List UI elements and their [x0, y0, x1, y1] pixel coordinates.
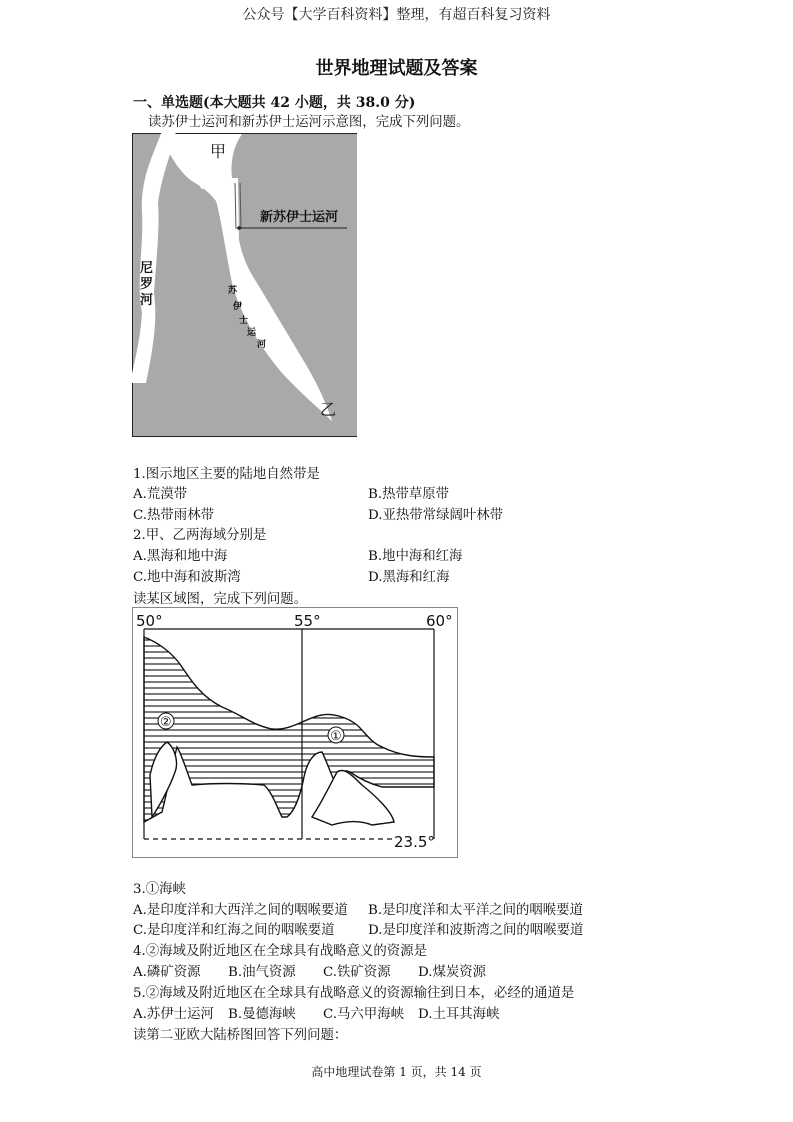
- q4-option-b[interactable]: B.油气资源: [228, 965, 296, 980]
- q5-option-d[interactable]: D.土耳其海峡: [418, 1007, 500, 1022]
- q1-option-b[interactable]: B.热带草原带: [368, 487, 450, 502]
- q4-option-a[interactable]: A.磷矿资源: [133, 965, 201, 980]
- q4-option-d[interactable]: D.煤炭资源: [418, 965, 487, 980]
- q5-option-a[interactable]: A.苏伊士运河: [133, 1007, 214, 1022]
- q1-option-a[interactable]: A.荒漠带: [133, 487, 188, 502]
- lat-label: 23.5°: [394, 833, 435, 851]
- lon-60-label: 60°: [426, 612, 453, 630]
- q4-stem: 4.②海域及附近地区在全球具有战略意义的资源是: [133, 944, 427, 959]
- lon-50-label: 50°: [136, 612, 163, 630]
- intro-text-1: 读苏伊士运河和新苏伊士运河示意图，完成下列问题。: [148, 115, 470, 130]
- q5-option-c[interactable]: C.马六甲海峡: [323, 1007, 404, 1022]
- label-suez-1: 苏: [228, 286, 238, 296]
- intro-text-2: 读某区域图，完成下列问题。: [133, 592, 308, 607]
- q2-option-d[interactable]: D.黑海和红海: [368, 570, 450, 585]
- q5-stem: 5.②海域及附近地区在全球具有战略意义的资源输往到日本，必经的通道是: [133, 986, 575, 1001]
- q3-stem: 3.①海峡: [133, 882, 186, 897]
- label-new-canal: 新苏伊士运河: [260, 210, 339, 225]
- q4-option-c[interactable]: C.铁矿资源: [323, 965, 391, 980]
- mark-1: ①: [330, 729, 342, 744]
- label-nile-3: 河: [140, 293, 154, 308]
- q2-option-c[interactable]: C.地中海和波斯湾: [133, 570, 241, 585]
- label-yi: 乙: [320, 400, 337, 419]
- q1-option-d[interactable]: D.亚热带常绿阔叶林带: [368, 508, 504, 523]
- q3-option-a[interactable]: A.是印度洋和大西洋之间的咽喉要道: [133, 903, 348, 918]
- intro-text-3: 读第二亚欧大陆桥图回答下列问题：: [133, 1028, 348, 1043]
- page-footer: 高中地理试卷第 1 页，共 14 页: [311, 1065, 482, 1079]
- label-suez-4: 运: [247, 328, 257, 338]
- label-jia: 甲: [210, 142, 227, 161]
- label-suez-5: 河: [257, 340, 267, 350]
- lon-55-label: 55°: [294, 612, 321, 630]
- q2-stem: 2.甲、乙两海域分别是: [133, 528, 267, 543]
- q3-option-d[interactable]: D.是印度洋和波斯湾之间的咽喉要道: [368, 923, 584, 938]
- q2-option-b[interactable]: B.地中海和红海: [368, 549, 463, 564]
- q5-option-b[interactable]: B.曼德海峡: [228, 1007, 296, 1022]
- label-nile-2: 罗: [140, 277, 154, 292]
- q1-stem: 1.图示地区主要的陆地自然带是: [133, 467, 320, 482]
- region-map: [132, 607, 458, 858]
- label-nile-1: 尼: [140, 261, 154, 276]
- section-heading: 一、单选题(本大题共 42 小题，共 38.0 分): [133, 95, 416, 111]
- suez-canal-map: [132, 133, 357, 437]
- q3-option-c[interactable]: C.是印度洋和红海之间的咽喉要道: [133, 923, 335, 938]
- q1-option-c[interactable]: C.热带雨林带: [133, 508, 214, 523]
- q2-option-a[interactable]: A.黑海和地中海: [133, 549, 228, 564]
- page-header: 公众号【大学百科资料】整理，有超百科复习资料: [242, 7, 551, 23]
- q3-option-b[interactable]: B.是印度洋和太平洋之间的咽喉要道: [368, 903, 583, 918]
- mark-2: ②: [160, 715, 172, 730]
- page-title: 世界地理试题及答案: [315, 58, 478, 79]
- label-suez-2: 伊: [233, 302, 243, 312]
- label-suez-3: 士: [239, 316, 249, 326]
